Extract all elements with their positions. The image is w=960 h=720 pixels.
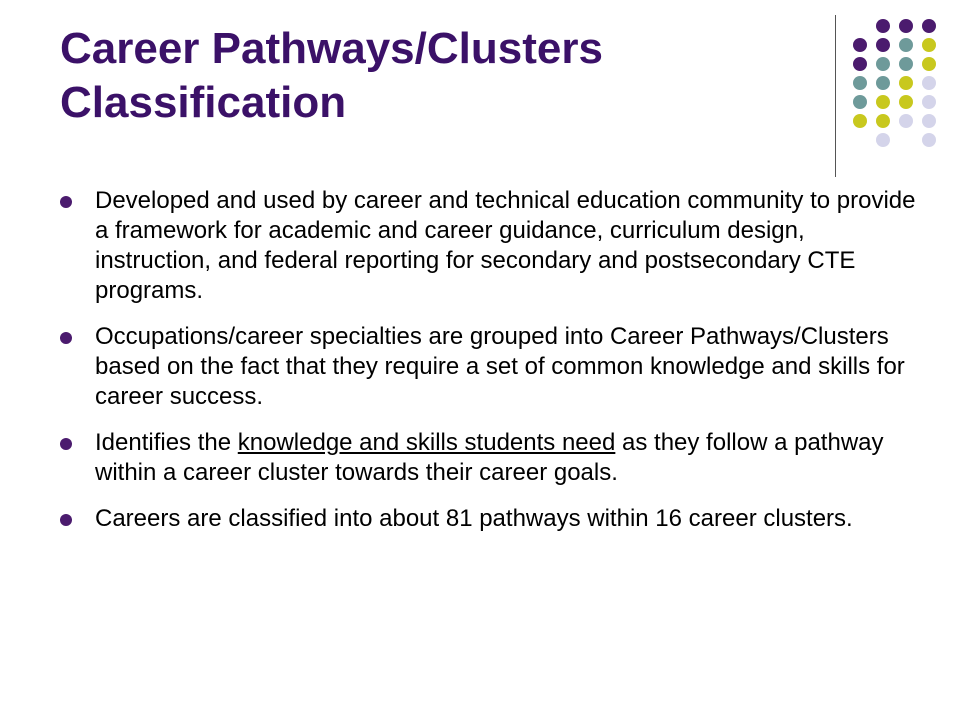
decorative-dot-icon [899,95,913,109]
bullet-text: Developed and used by career and technical education community to provide a framework for academic and career guidance, curriculum design, instruction, and federal reporting for secondary and postsecondary CTE programs. [95,187,916,304]
bullet-list [58,186,918,550]
decorative-dot-icon [876,57,890,71]
decorative-dot-icon [876,38,890,52]
bullet-text-after: as they follow a pathway within a career cluster towards their career goals. [95,429,884,486]
decorative-dot-icon [899,76,913,90]
decorative-dot-icon [899,114,913,128]
decorative-dot-grid [0,0,960,200]
bullet-item [58,428,918,488]
decorative-dot-icon [899,38,913,52]
bullet-dot-icon [60,514,72,526]
decorative-dot-icon [853,57,867,71]
decorative-dot-icon [853,95,867,109]
decorative-dot-icon [853,76,867,90]
decorative-dot-icon [922,38,936,52]
decorative-dot-icon [876,19,890,33]
decorative-dot-icon [899,19,913,33]
decorative-dot-icon [922,114,936,128]
decorative-dot-icon [922,76,936,90]
bullet-item [58,186,918,306]
bullet-text: Careers are classified into about 81 pathways within 16 career clusters. [95,505,853,532]
bullet-dot-icon [60,196,72,208]
decorative-dot-icon [922,19,936,33]
bullet-item [58,322,918,412]
decorative-dot-icon [922,95,936,109]
decorative-dot-icon [922,57,936,71]
bullet-item [58,504,918,534]
decorative-dot-icon [876,114,890,128]
bullet-text: Occupations/career specialties are grouped into Career Pathways/Clusters based on the fact that they require a set of common knowledge and skills for career success. [95,323,905,410]
decorative-dot-icon [876,133,890,147]
bullet-dot-icon [60,332,72,344]
decorative-dot-icon [922,133,936,147]
slide-title: Career Pathways/Clusters Classification [60,24,603,127]
decorative-dot-icon [853,114,867,128]
bullet-text-before: Identifies the [95,429,238,456]
decorative-dot-icon [899,57,913,71]
bullet-dot-icon [60,438,72,450]
bullet-text-underlined: knowledge and skills students need [237,429,616,456]
decorative-dot-icon [876,76,890,90]
decorative-dot-icon [853,38,867,52]
decorative-dot-icon [876,95,890,109]
